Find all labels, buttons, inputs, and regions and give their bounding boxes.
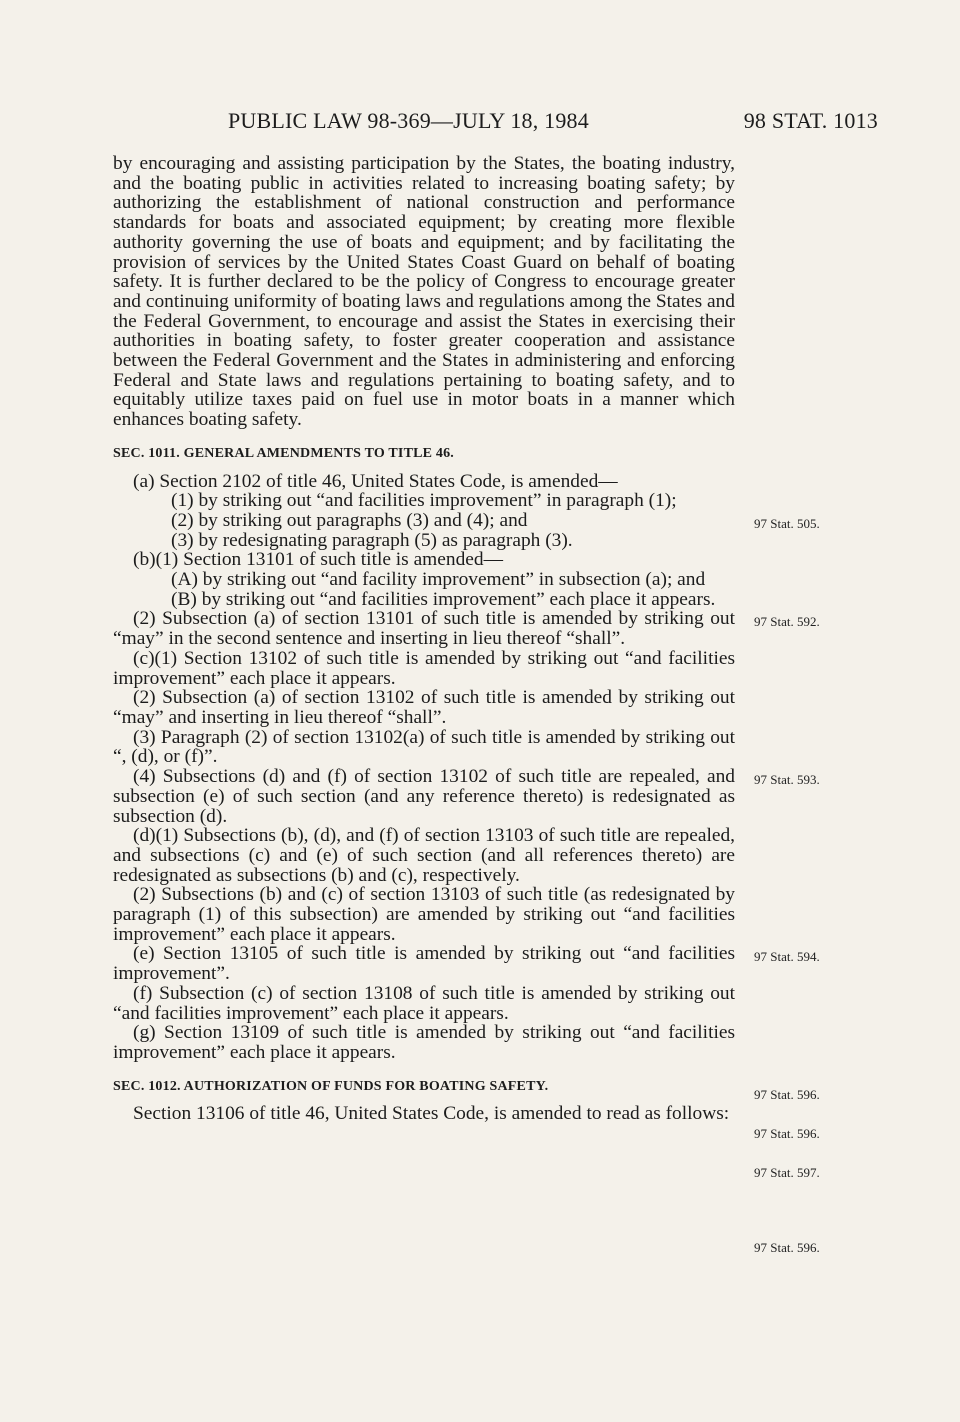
intro-paragraph: by encouraging and assisting participation by the States, the boating industry, and the boating public in activities related to increasing boating safety; by authorizing the establishment of national construction and performance standards for boats and associated equipment; by creating more flexible authority governing the use of boats and equipment; and by facilitating the provision of services by the United States Coast Guard on behalf of boating safety. It is further declared to be the policy of Congress to encourage greater and continuing uniformity of boating laws and regulations among the States and the Federal Government, to encourage and assist the States in exercising their authorities in boating safety, to foster greater cooperation and assistance between the Federal Government and the States in administering and enforcing Federal and State laws and regulations pertaining to boating safety, and to equitably utilize taxes paid on fuel use in motor boats in a manner which enhances boating safety.	[113, 153, 735, 431]
margin-note: 97 Stat. 596.	[754, 1240, 820, 1255]
sec1011-a: (a) Section 2102 of title 46, United States Code, is amended—	[133, 470, 618, 492]
sec1011-c1: (c)(1) Section 13102 of such title is amended by striking out “and facilities improvement” each place it appears.	[113, 647, 735, 689]
margin-note: 97 Stat. 505.	[754, 516, 820, 531]
sec1011-f: (f) Subsection (c) of section 13108 of such title is amended by striking out “and facilities improvement” each place it appears.	[113, 982, 735, 1024]
sec1012-text: Section 13106 of title 46, United States Code, is amended to read as follows:	[133, 1103, 730, 1125]
section-1012-heading: SEC. 1012. AUTHORIZATION OF FUNDS FOR BOATING SAFETY.	[113, 1078, 549, 1094]
sec1011-bB: (B) by striking out “and facilities improvement” each place it appears.	[171, 588, 716, 610]
sec1011-e: (e) Section 13105 of such title is amended by striking out “and facilities improvement”.	[113, 943, 735, 985]
sec1011-a1: (1) by striking out “and facilities improvement” in paragraph (1);	[171, 490, 677, 512]
sec1011-bA: (A) by striking out “and facility improvement” in subsection (a); and	[171, 569, 706, 591]
sec1011-c3: (3) Paragraph (2) of section 13102(a) of such title is amended by striking out “, (d), or (f)”.	[113, 726, 735, 768]
margin-note: 97 Stat. 594.	[754, 949, 820, 964]
section-1011-heading: SEC. 1011. GENERAL AMENDMENTS TO TITLE 46.	[113, 445, 454, 461]
document-body	[113, 154, 735, 1124]
sec1011-g: (g) Section 13109 of such title is amended by striking out “and facilities improvement” each place it appears.	[113, 1022, 735, 1063]
sec1011-d1: (d)(1) Subsections (b), (d), and (f) of section 13103 of such title are repealed, and subsections (c) and (e) of such section (and all references thereto) are redesignated as subsections (b) and (c), respectively.	[113, 825, 735, 886]
sec1011-a3: (3) by redesignating paragraph (5) as paragraph (3).	[171, 529, 573, 551]
margin-note: 97 Stat. 597.	[754, 1165, 820, 1180]
sec1011-c4: (4) Subsections (d) and (f) of section 13102 of such title are repealed, and subsection (e) of such section (and any reference thereto) is redesignated as subsection (d).	[113, 766, 735, 827]
sec1011-b2: (2) Subsection (a) of section 13101 of such title is amended by striking out “may” in the second sentence and inserting in lieu thereof “shall”.	[113, 608, 735, 650]
header-title: PUBLIC LAW 98-369—JULY 18, 1984	[228, 108, 589, 133]
sec1011-b1: (b)(1) Section 13101 of such title is amended—	[133, 549, 503, 571]
header-stat-page: 98 STAT. 1013	[743, 108, 878, 133]
sec1011-d2: (2) Subsections (b) and (c) of section 13103 of such title (as redesignated by paragraph (1) of this subsection) are amended by striking out “and facilities improvement” each place it appears.	[113, 884, 735, 945]
margin-note: 97 Stat. 592.	[754, 614, 820, 629]
sec1011-c2: (2) Subsection (a) of section 13102 of such title is amended by striking out “may” and inserting in lieu thereof “shall”.	[113, 687, 735, 728]
margin-note: 97 Stat. 593.	[754, 772, 820, 787]
margin-note: 97 Stat. 596.	[754, 1126, 820, 1141]
margin-note: 97 Stat. 596.	[754, 1087, 820, 1102]
sec1011-a2: (2) by striking out paragraphs (3) and (4); and	[171, 509, 528, 531]
